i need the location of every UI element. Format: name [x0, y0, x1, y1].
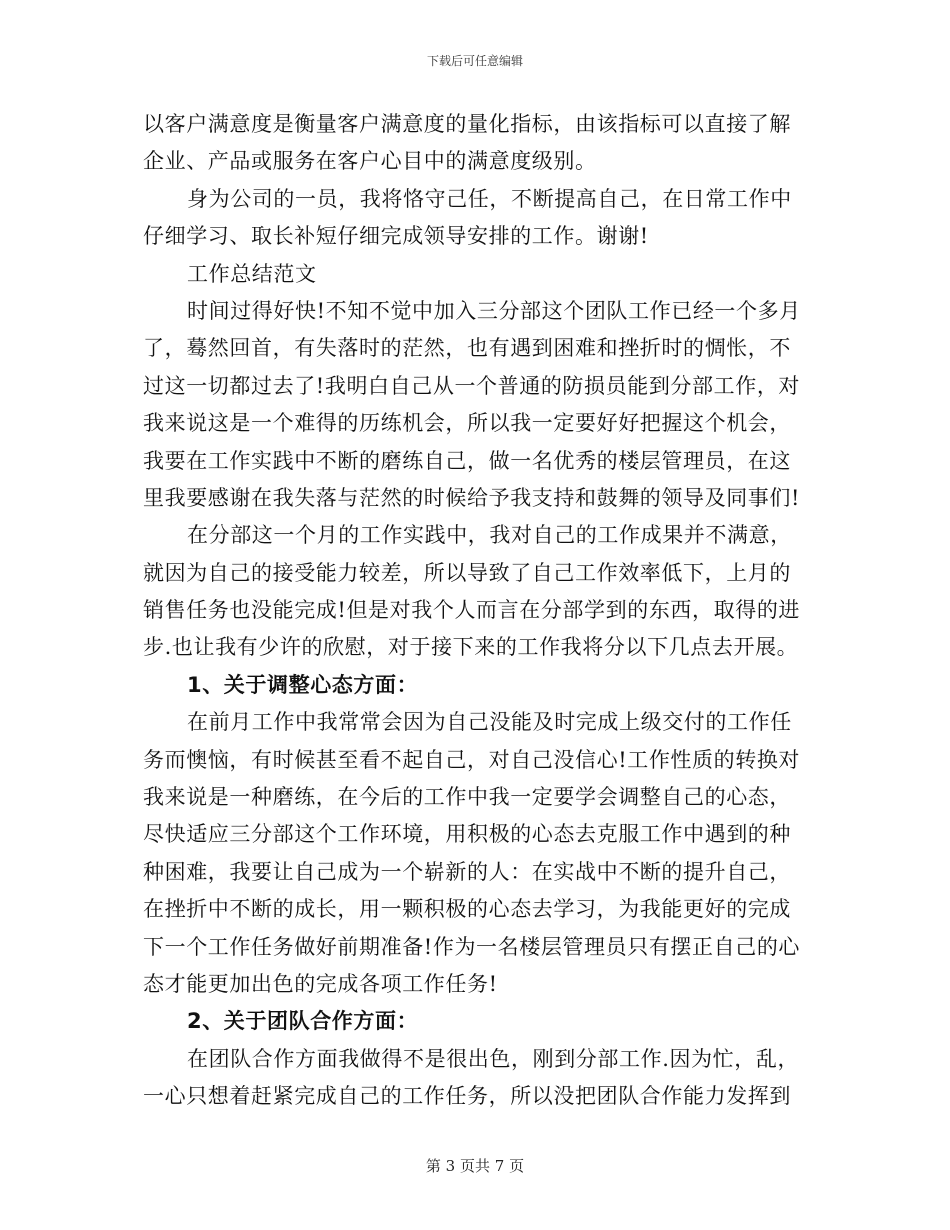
text-line: 态才能更加出色的完成各项工作任务! — [143, 971, 498, 996]
paragraph-start-line: 在团队合作方面我做得不是很出色，刚到分部工作.因为忙，乱， — [187, 1046, 800, 1071]
text-line: 了，蓦然回首，有失落时的茫然，也有遇到困难和挫折时的惆怅，不 — [143, 336, 791, 361]
text-line: 一心只想着赶紧完成自己的工作任务，所以没把团队合作能力发挥到 — [143, 1084, 791, 1109]
text-line: 以客户满意度是衡量客户满意度的量化指标，由该指标可以直接了解 — [143, 112, 791, 136]
text-line: 过这一切都过去了!我明白自己从一个普通的防损员能到分部工作，对 — [143, 373, 801, 398]
text-line: 我来说是一种磨练，在今后的工作中我一定要学会调整自己的心态， — [143, 785, 791, 810]
text-line: 种困难，我要让自己成为一个崭新的人：在实战中不断的提升自己， — [143, 859, 791, 884]
page-header: 下载后可任意编辑 — [426, 54, 523, 68]
paragraph-start-line: 时间过得好快!不知不觉中加入三分部这个团队工作已经一个多月 — [187, 298, 801, 323]
document-body — [143, 106, 807, 1116]
text-line: 务而懊恼，有时候甚至看不起自己，对自己没信心!工作性质的转换对 — [143, 747, 801, 772]
subheading: 2、关于团队合作方面： — [187, 1009, 419, 1034]
text-line: 就因为自己的接受能力较差，所以导致了自己工作效率低下，上月的 — [143, 560, 791, 585]
text-line: 企业、产品或服务在客户心目中的满意度级别。 — [143, 149, 597, 174]
text-line: 尽快适应三分部这个工作环境，用积极的心态去克服工作中遇到的种 — [143, 822, 791, 847]
section-title: 工作总结范文 — [187, 261, 317, 286]
text-line: 仔细学习、取长补短仔细完成领导安排的工作。谢谢! — [143, 224, 649, 249]
paragraph-start-line: 在前月工作中我常常会因为自己没能及时完成上级交付的工作任 — [187, 710, 792, 735]
text-line: 里我要感谢在我失落与茫然的时候给予我支持和鼓舞的领导及同事们! — [143, 485, 801, 510]
text-line: 我来说这是一个难得的历练机会，所以我一定要好好把握这个机会， — [143, 411, 791, 436]
text-line: 我要在工作实践中不断的磨练自己，做一名优秀的楼层管理员，在这 — [143, 448, 791, 473]
text-line: 销售任务也没能完成!但是对我个人而言在分部学到的东西，取得的进 — [143, 598, 801, 623]
subheading: 1、关于调整心态方面： — [187, 672, 419, 697]
paragraph-start-line: 在分部这一个月的工作实践中，我对自己的工作成果并不满意， — [187, 523, 792, 548]
text-line: 在挫折中不断的成长，用一颗积极的心态去学习，为我能更好的完成 — [143, 897, 791, 922]
text-line: 下一个工作任务做好前期准备!作为一名楼层管理员只有摆正自己的心 — [143, 934, 801, 959]
text-line: 步.也让我有少许的欣慰，对于接下来的工作我将分以下几点去开展。 — [143, 635, 799, 660]
page-footer: 第 3 页共 7 页 — [425, 1157, 525, 1175]
paragraph-start-line: 身为公司的一员，我将恪守己任，不断提高自己，在日常工作中 — [187, 186, 792, 211]
